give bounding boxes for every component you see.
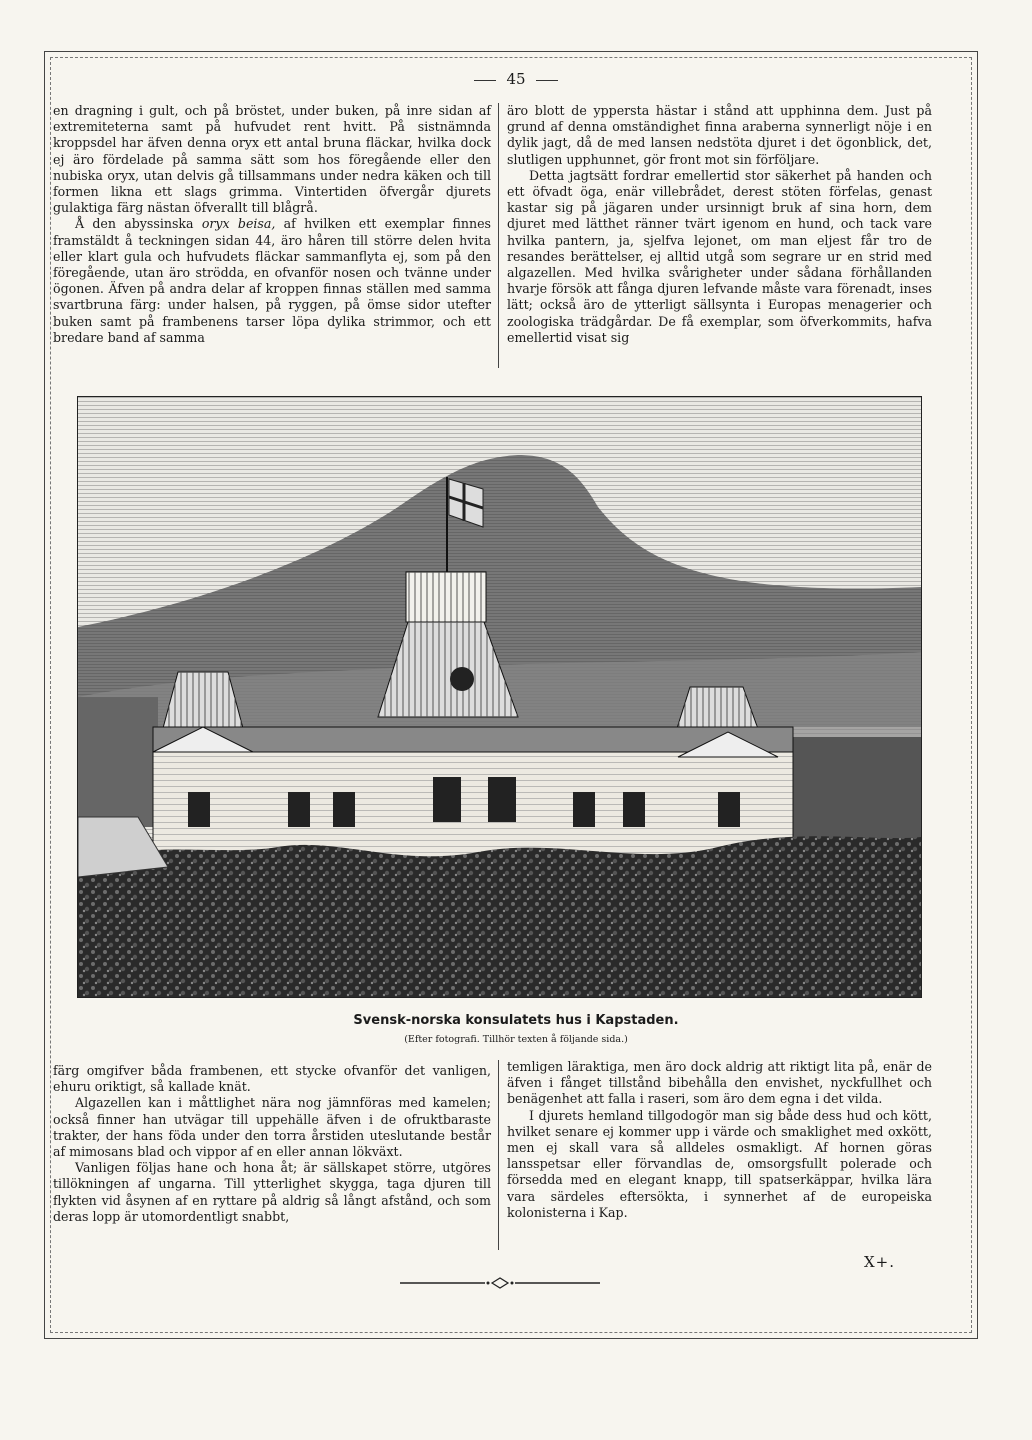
column-bottom-right <box>507 1059 932 1221</box>
window <box>433 777 461 822</box>
garden-foliage <box>78 836 921 997</box>
engraving-illustration <box>77 396 922 998</box>
paragraph: en dragning i gult, och på bröstet, under buken, på inre sidan af extremiteterna samt på hufvudet rent hvitt. På sistnämnda kroppsdel har äfven denna oryx ett antal bruna fläckar, hvilka dock ej äro fördelade på samma sätt som hos föregående eller den nubiska oryx, utan delvis gå tillsammans under nedra käken och till formen likna ett slags grimma. Vintertiden öfvergår djurets gulaktiga färg nästan öfverallt till blågrå. <box>53 103 491 216</box>
column-divider-top <box>498 103 499 368</box>
paragraph: färg omgifver båda frambenen, ett stycke ofvanför det vanligen, ehuru oriktigt, så kallade knät. <box>53 1063 491 1095</box>
paragraph-lead: Å den abyssinska <box>75 216 194 232</box>
page-number-dash-left <box>474 80 496 81</box>
page-number: 45 <box>506 70 526 88</box>
column-divider-bottom <box>498 1060 499 1250</box>
window <box>188 792 210 827</box>
window <box>288 792 310 827</box>
window <box>333 792 355 827</box>
paragraph: temligen läraktiga, men äro dock aldrig att riktigt lita på, enär de äfven i fånget tillstånd bibehålla den envishet, nyckfullhet och benägenhet att falla i raseri, som äro dem egna i det vilda. <box>507 1059 932 1107</box>
figure-caption: Svensk-norska konsulatets hus i Kapstaden. <box>353 1013 679 1028</box>
window <box>718 792 740 827</box>
paragraph-body: af hvilken ett exemplar finnes framstäldt å teckningen sidan 44, äro håren till större delen hvita eller klart gula och hufvudets fläckar sammanflyta ej, som på den föregående, utan äro strödda, en ofvanför nosen och tvänne under ögonen. Äfven på andra delar af kroppen finnas ställen med samma svartbruna färg: under halsen, på ryggen, på ömse sidor utefter buken samt på frambenens tarser löpa dylika strimmor, och ett bredare band af samma <box>53 216 491 345</box>
tower-window <box>450 667 474 691</box>
figure-subcaption: (Efter fotografi. Tillhör texten å följande sida.) <box>404 1034 628 1045</box>
window <box>488 777 516 822</box>
paragraph: I djurets hemland tillgodogör man sig både dess hud och kött, hvilket senare ej kommer upp i värde och smaklighet med oxkött, men ej skall vara så alldeles osmakligt. Af hornen göras lansspetsar eller förvandlas de, omsorgsfullt polerade och försedda med en elegant knapp, till spatserkäppar, hvilka lära vara särdeles eftersökta, i synnerhet af de europeiska kolonisterna i Kap. <box>507 1107 932 1220</box>
author-signature: X+. <box>864 1253 896 1271</box>
paragraph: Detta jagtsätt fordrar emellertid stor säkerhet på handen och ett öfvadt öga, enär villebrådet, derest stöten förfelas, genast kastar sig på jägaren under ursinnigt bruk af sina horn, dem djuret med lätthet ränner tvärt igenom en hund, och tack vare hvilka pantern, ja, sjelfva lejonet, om man eljest får tro de resandes berättelser, ej alltid utgå som segrare ur en strid med algazellen. Med hvilka svårigheter under sådana förhållanden hvarje försök att fånga djuren lefvande måste vara förenadt, inses lätt; också äro de ytterligt sällsynta i Europas menagerier och zoologiska trädgårdar. De få exemplar, som öfverkommits, hafva emellertid visat sig <box>507 167 932 345</box>
paragraph: Algazellen kan i måttlighet nära nog jämnföras med kamelen; också finner han utvägar till uppehälle äfven i de ofruktbaraste trakter, der hans föda under den torra årstiden uteslutande består af mimosans blad och vippor af en eller annan lökväxt. <box>53 1095 491 1160</box>
paragraph: äro blott de yppersta hästar i stånd att upphinna dem. Just på grund af denna omständighet finna araberna synnerligt nöje i en dylik jagt, då de med lansen nedstöta djuret i det ögonblick, det, slutligen upphunnet, gör front mot sin förföljare. <box>507 103 932 167</box>
column-top-right <box>507 103 932 346</box>
column-top-left <box>53 103 491 346</box>
consulate-house-engraving <box>78 397 921 997</box>
end-ornament <box>400 1276 600 1290</box>
left-outbuilding <box>78 697 158 827</box>
page-number-line <box>0 70 1032 88</box>
paragraph <box>53 216 491 346</box>
window <box>623 792 645 827</box>
paragraph: Vanligen följas hane och hona åt; är sällskapet större, utgöres tillökningen af ungarna. Till ytterlighet skygga, taga djuren till flykten vid åsynen af en ryttare på aldrig så långt afstånd, och som deras lopp är utomordentligt snabbt, <box>53 1160 491 1224</box>
window <box>573 792 595 827</box>
column-bottom-left <box>53 1063 491 1225</box>
page-number-dash-right <box>536 80 558 81</box>
species-name: oryx beisa, <box>201 216 276 232</box>
